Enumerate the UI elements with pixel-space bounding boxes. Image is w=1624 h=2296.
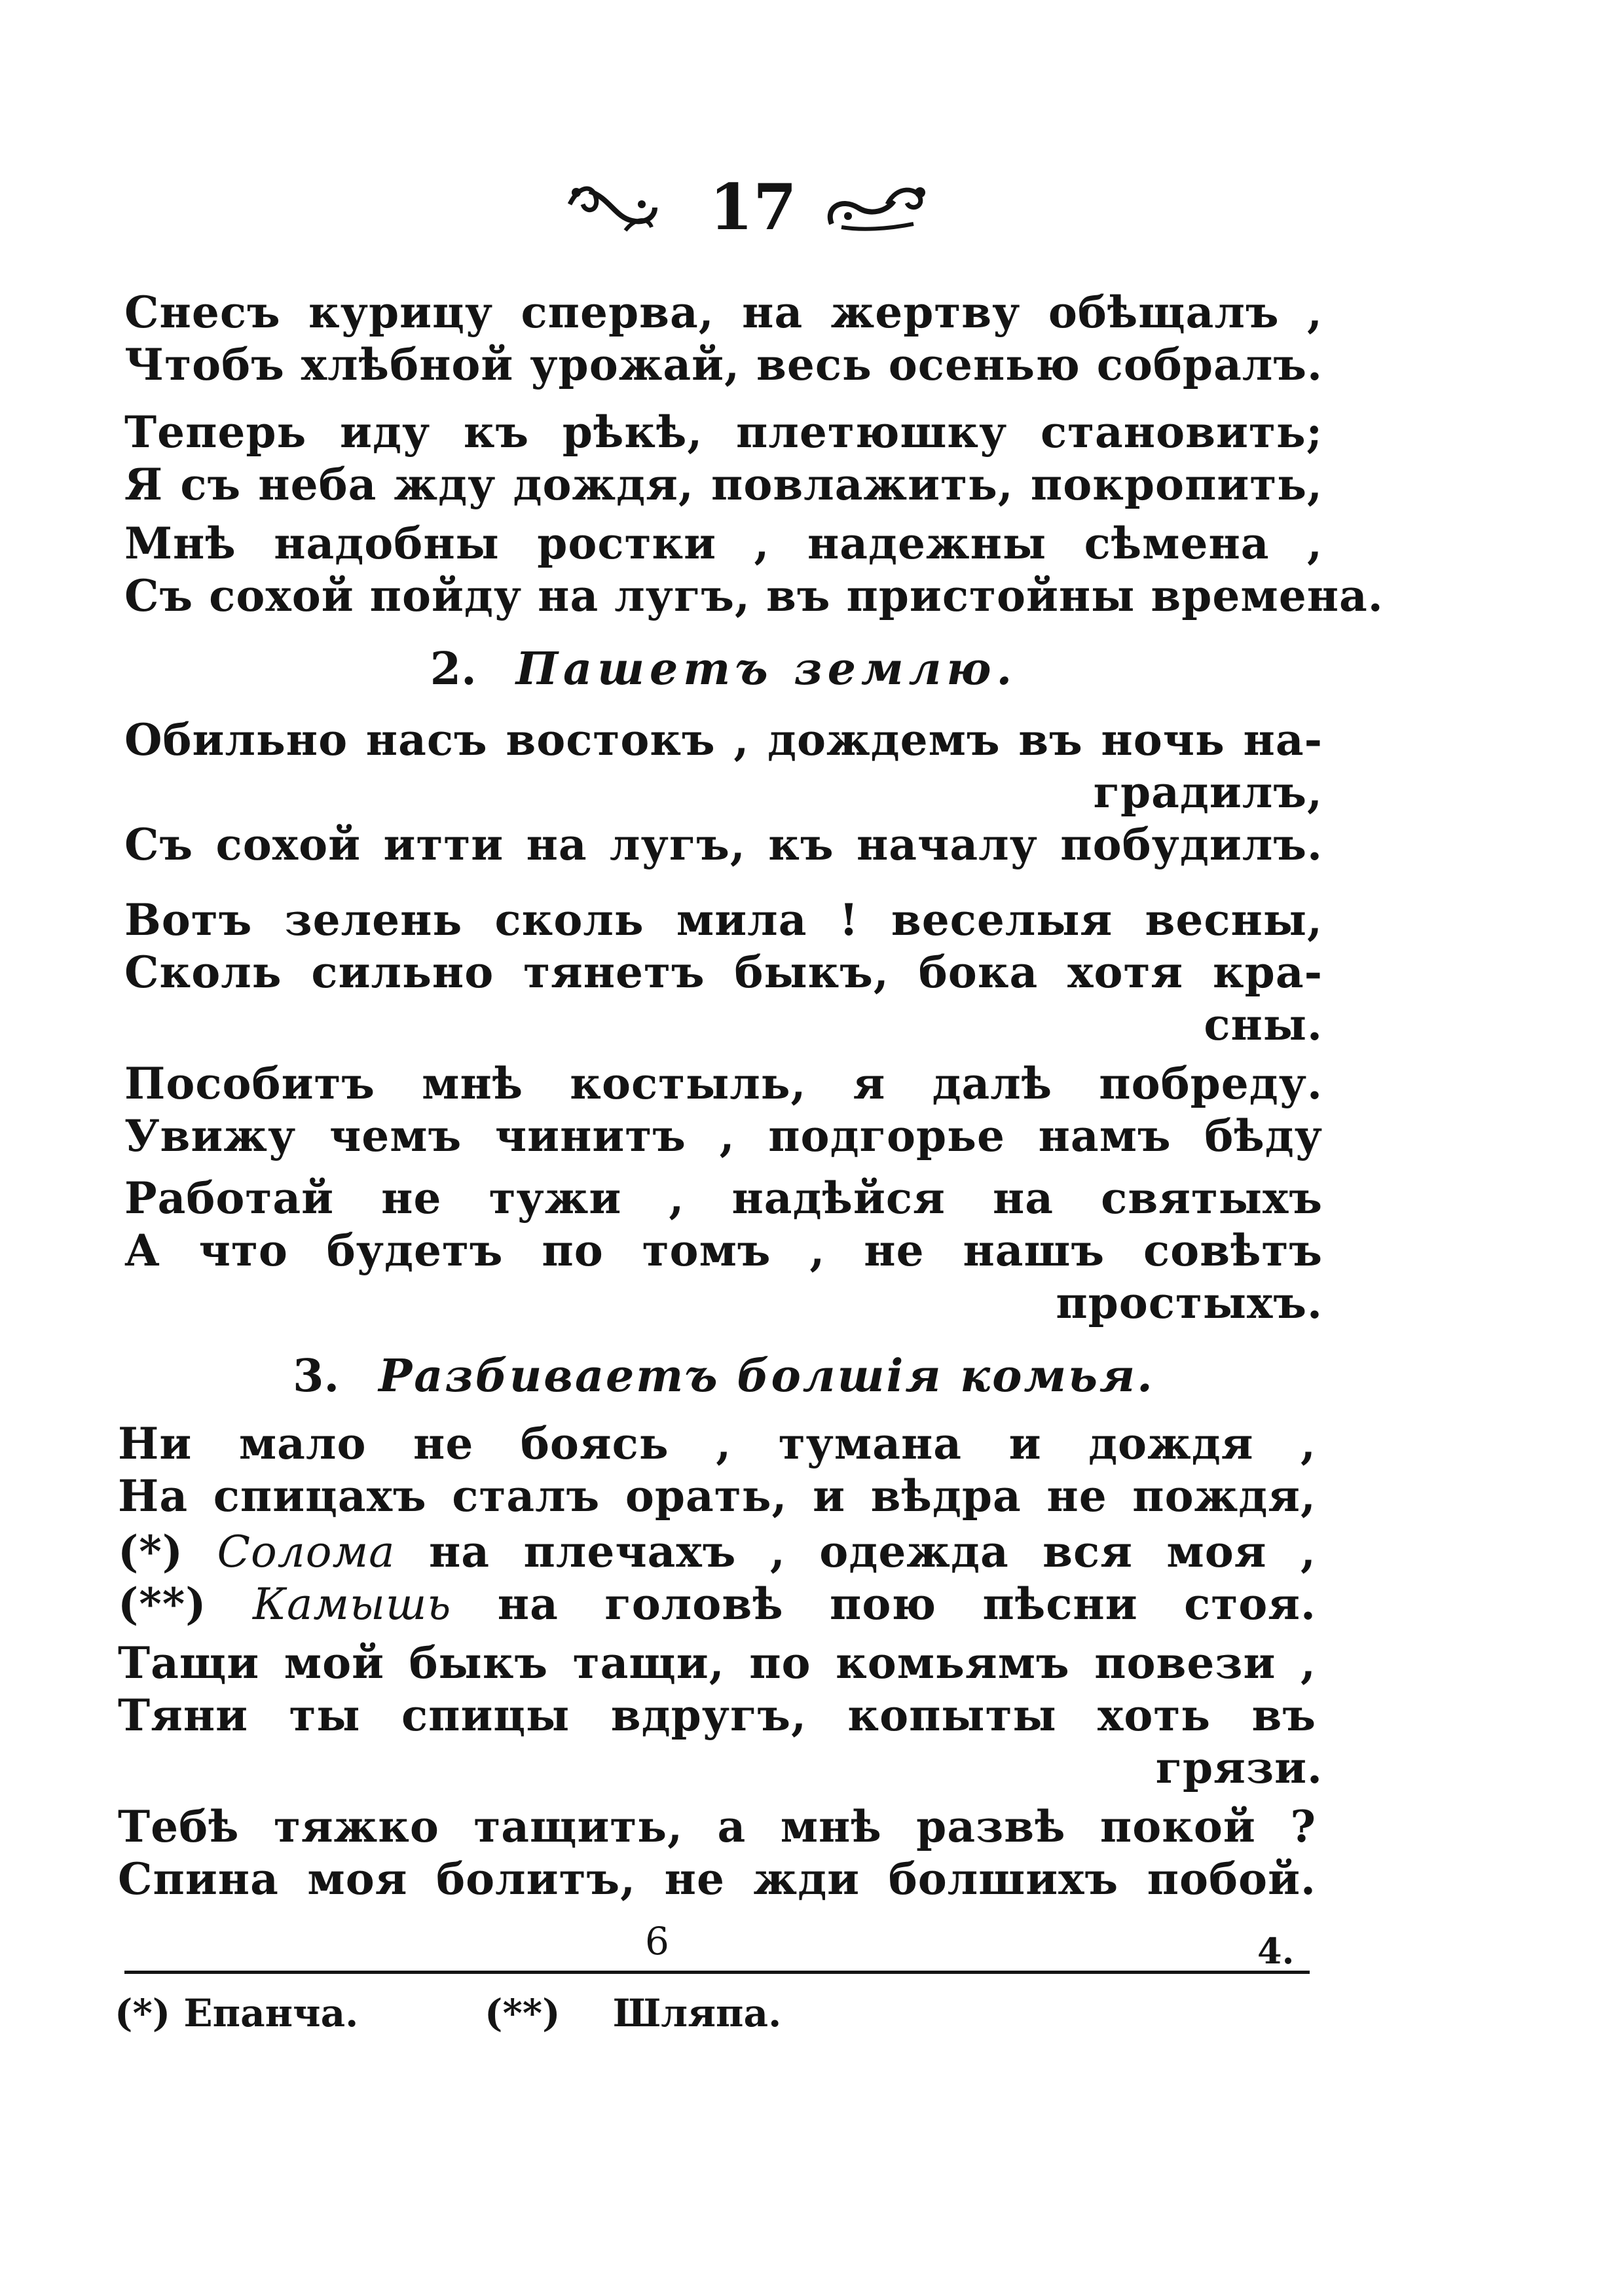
- text-line: Пособитъ мнѣ костыль, я далѣ побреду.: [124, 1058, 1323, 1109]
- text-line: А что будетъ по томъ , не нашъ совѣтъ: [124, 1225, 1323, 1276]
- text-line: Тяни ты спицы вдругъ, копыты хоть въ: [118, 1690, 1316, 1741]
- section-number: 2.: [430, 643, 477, 695]
- text-line: Обильно насъ востокъ , дождемъ въ ночь на-: [124, 714, 1323, 765]
- text-line: Работай не тужи , надѣйся на святыхъ: [124, 1173, 1323, 1224]
- text-line: градилъ,: [1093, 767, 1323, 818]
- footnote-mark: (**): [118, 1578, 207, 1630]
- catchword: 4.: [1257, 1930, 1295, 1972]
- text-line-footnoted: [118, 1525, 1316, 1578]
- section-heading: [124, 642, 1323, 697]
- text-line: Мнѣ надобны ростки , надежны сѣмена ,: [124, 518, 1323, 569]
- text-line: Сколь сильно тянетъ быкъ, бока хотя кра-: [124, 947, 1323, 998]
- text-line: простыхъ.: [1056, 1277, 1323, 1328]
- text-line: Тебѣ тяжко тащить, а мнѣ развѣ покой ?: [118, 1801, 1316, 1852]
- footnote-2: [485, 1990, 781, 2036]
- footnote-text: Епанча.: [183, 1991, 359, 2035]
- line-rest: на головѣ пою пѣсни стоя.: [451, 1578, 1316, 1630]
- page-number: 17: [709, 170, 797, 244]
- footnote-mark: (*): [118, 1526, 183, 1577]
- footnote-mark: (**): [485, 1991, 561, 2035]
- footnoted-word: Солома: [217, 1527, 396, 1577]
- text-line: Теперь иду къ рѣкѣ, плетюшку становить;: [124, 407, 1323, 458]
- fleuron-left-icon: [563, 178, 661, 237]
- text-line-footnoted: [118, 1578, 1316, 1631]
- text-line: Съ сохой итти на лугъ, къ началу побудилъ.: [124, 819, 1323, 870]
- section-number: 3.: [293, 1350, 340, 1402]
- section-title: Разбиваетъ болшія комья.: [378, 1350, 1154, 1402]
- footnote-text: Шляпа.: [612, 1991, 782, 2035]
- text-line: Я съ неба жду дождя, повлажить, покропить,: [124, 459, 1323, 510]
- text-line: Ни мало не боясь , тумана и дождя ,: [118, 1418, 1316, 1469]
- section-title: Пашетъ землю.: [515, 643, 1018, 695]
- fleuron-right-icon: [822, 178, 933, 237]
- footnote-rule: [124, 1971, 1310, 1974]
- text-line: Тащи мой быкъ тащи, по комьямъ повези ,: [118, 1637, 1316, 1688]
- footnote-mark: (*): [115, 1991, 171, 2035]
- text-line: Спина моя болитъ, не жди болшихъ побой.: [118, 1853, 1316, 1904]
- text-line: На спицахъ сталъ орать, и вѣдра не пождя,: [118, 1470, 1316, 1522]
- text-line: сны.: [1204, 999, 1323, 1050]
- text-line: Вотъ зелень сколь мила ! веселыя весны,: [124, 894, 1323, 945]
- section-heading: [124, 1349, 1323, 1404]
- signature-mark: 6: [645, 1919, 669, 1963]
- footnoted-word: Камышь: [252, 1579, 452, 1630]
- running-header: [0, 172, 1624, 250]
- text-line: Чтобъ хлѣбной урожай, весь осенью собралъ.: [124, 339, 1323, 390]
- text-line: Снесъ курицу сперва, на жертву обѣщалъ ,: [124, 287, 1323, 338]
- footnote-1: [115, 1990, 358, 2036]
- text-line: Увижу чемъ чинитъ , подгорье намъ бѣду: [124, 1110, 1323, 1161]
- line-rest: на плечахъ , одежда вся моя ,: [395, 1526, 1316, 1577]
- text-line: грязи.: [1155, 1742, 1323, 1793]
- text-line: Съ сохой пойду на лугъ, въ пристойны времена.: [124, 570, 1384, 621]
